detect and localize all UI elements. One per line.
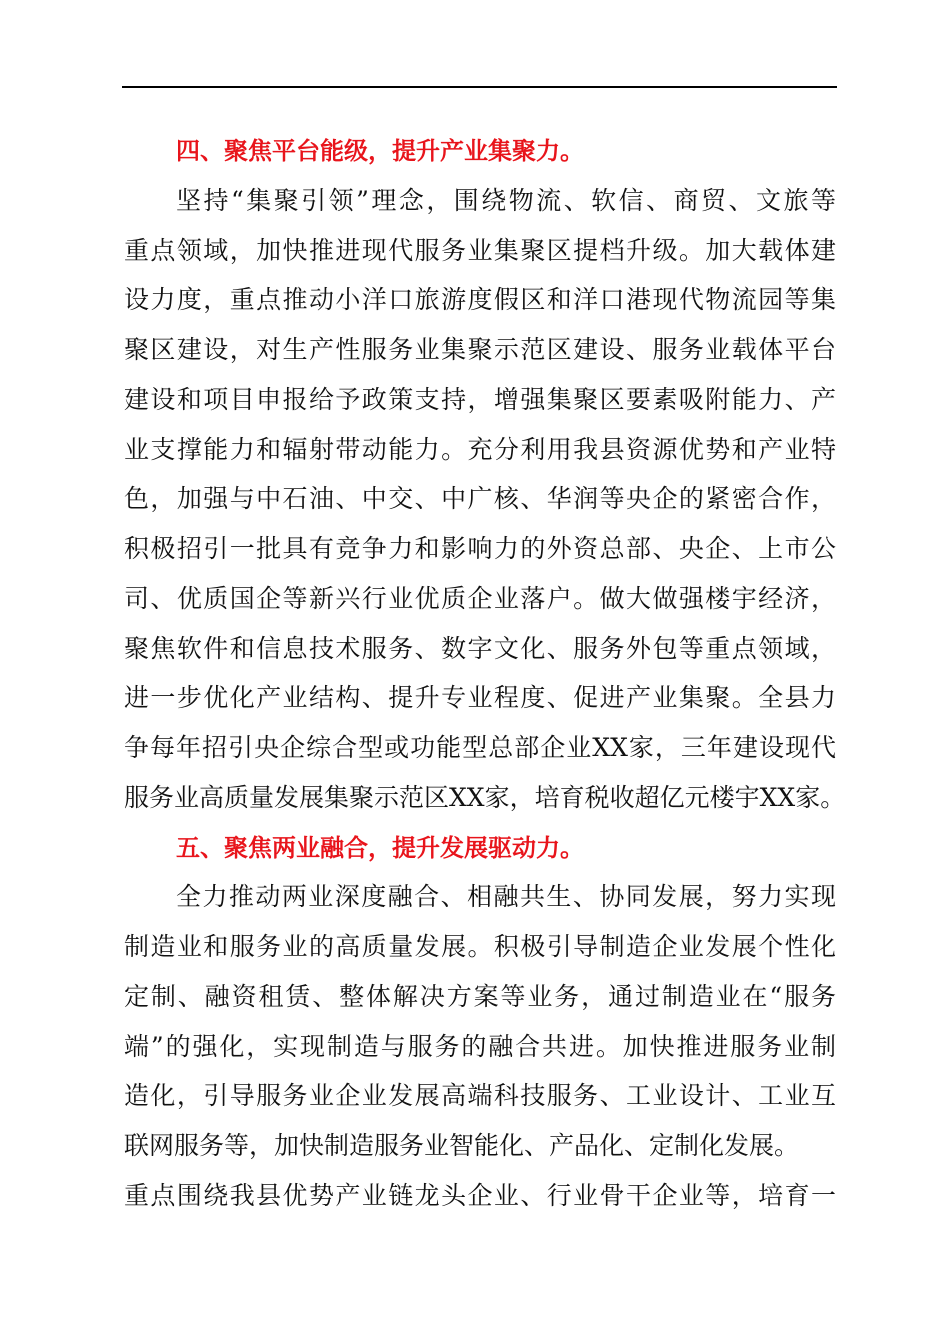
paragraph-line: 设力度，重点推动小洋口旅游度假区和洋口港现代物流园等集: [124, 285, 836, 315]
paragraph-line: 司、优质国企等新兴行业优质企业落户。做大做强楼宇经济，: [124, 583, 836, 613]
paragraph-line: 造化，引导服务业企业发展高端科技服务、工业设计、工业互: [124, 1081, 836, 1111]
paragraph-line: 积极招引一批具有竞争力和影响力的外资总部、央企、上市公: [124, 534, 836, 563]
paragraph-line: 联网服务等，加快制造服务业智能化、产品化、定制化发展。: [124, 1131, 800, 1160]
paragraph-line: 色，加强与中石油、中交、中广核、华润等央企的紧密合作，: [124, 484, 836, 514]
paragraph-line: 聚区建设，对生产性服务业集聚示范区建设、服务业载体平台: [124, 335, 836, 364]
section-heading: 五、聚焦两业融合，提升发展驱动力。: [176, 833, 584, 862]
paragraph-line: 建设和项目申报给予政策支持，增强集聚区要素吸附能力、产: [124, 384, 836, 414]
paragraph-line: 服务业高质量发展集聚示范区XX家，培育税收超亿元楼宇XX家。: [124, 782, 846, 812]
paragraph-line: 业支撑能力和辐射带动能力。充分利用我县资源优势和产业特: [124, 434, 836, 464]
paragraph-line: 聚焦软件和信息技术服务、数字文化、服务外包等重点领域，: [124, 633, 836, 663]
section-heading: 四、聚焦平台能级，提升产业集聚力。: [176, 137, 584, 165]
paragraph-first-line: 坚持“集聚引领”理念，围绕物流、软信、商贸、文旅等: [176, 185, 836, 215]
paragraph-line: 端”的强化，实现制造与服务的融合共进。加快推进服务业制: [124, 1031, 836, 1061]
paragraph-line: 进一步优化产业结构、提升专业程度、促进产业集聚。全县力: [124, 683, 836, 713]
paragraph-line: 定制、融资租赁、整体解决方案等业务，通过制造业在“服务: [124, 981, 836, 1011]
paragraph-line: 重点围绕我县优势产业链龙头企业、行业骨干企业等，培育一: [124, 1180, 836, 1210]
paragraph-first-line: 全力推动两业深度融合、相融共生、协同发展，努力实现: [176, 882, 836, 912]
paragraph-line: 制造业和服务业的高质量发展。积极引导制造企业发展个性化: [124, 932, 836, 961]
paragraph-line: 重点领域，加快推进现代服务业集聚区提档升级。加大载体建: [124, 235, 836, 265]
header-rule: [122, 86, 837, 88]
paragraph-line: 争每年招引央企综合型或功能型总部企业XX家，三年建设现代: [124, 733, 836, 762]
